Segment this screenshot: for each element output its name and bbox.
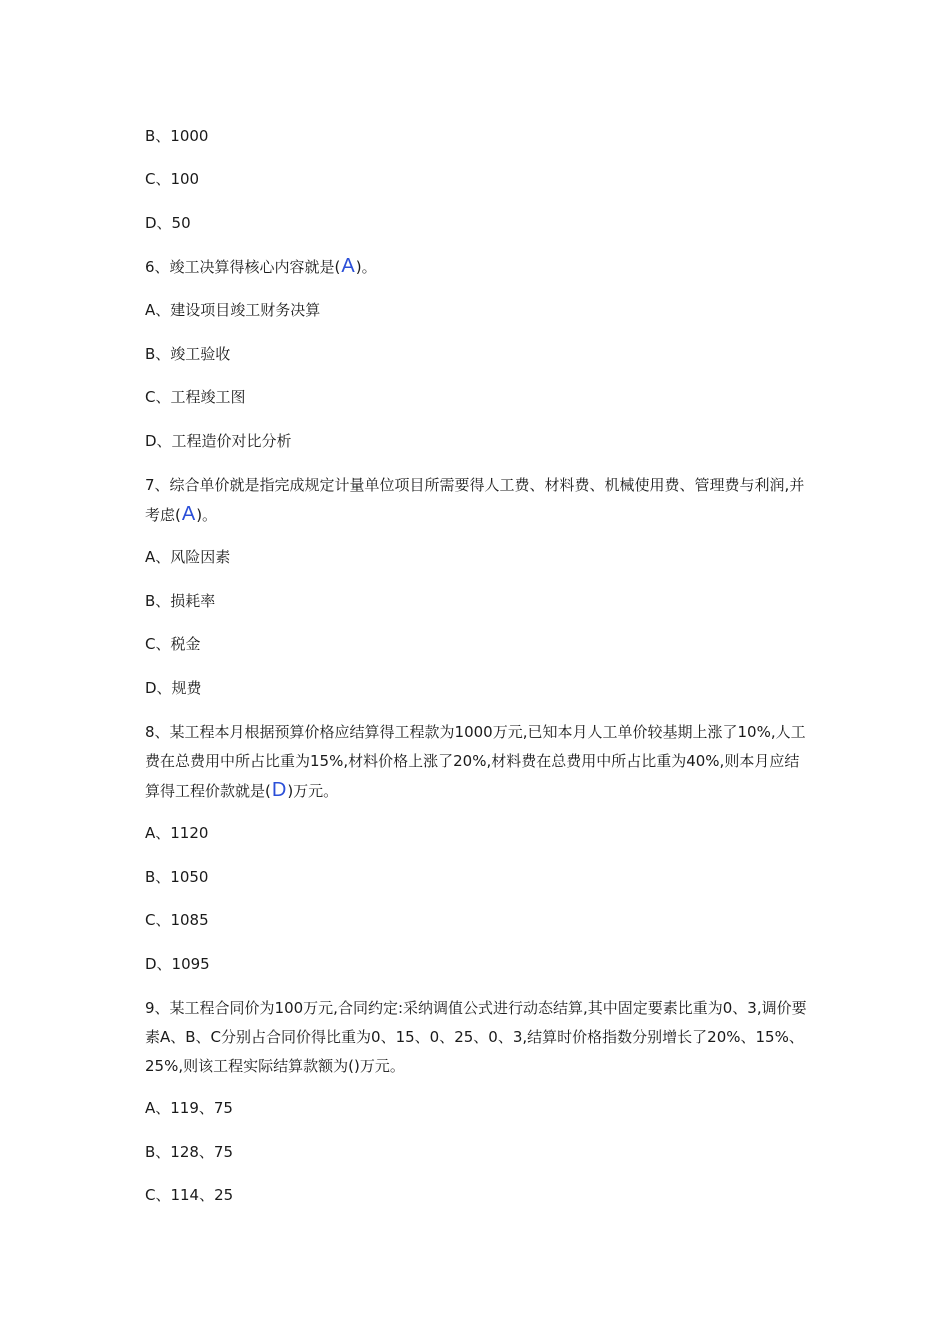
- question-6-text: 6、竣工决算得核心内容就是(: [145, 258, 341, 276]
- question-7-text: 7、综合单价就是指完成规定计量单位项目所需要得人工费、材料费、机械使用费、管理费与利润,并考虑(: [145, 476, 805, 524]
- option-q6-a: A、建设项目竣工财务决算: [145, 301, 321, 319]
- option-q6-b: B、竣工验收: [145, 345, 231, 363]
- option-q9-c: C、114、25: [145, 1186, 234, 1204]
- option-q6-d: D、工程造价对比分析: [145, 432, 292, 450]
- question-8-text: 8、某工程本月根据预算价格应结算得工程款为1000万元,已知本月人工单价较基期上涨了10%,人工费在总费用中所占比重为15%,材料价格上涨了20%,材料费在总费用中所占比重为40%,则本月应结算得工程价款就是(: [145, 723, 806, 800]
- option-q8-a: A、1120: [145, 824, 209, 842]
- option-q7-d: D、规费: [145, 679, 202, 697]
- option-q6-c: C、工程竣工图: [145, 388, 246, 406]
- option-q7-b: B、损耗率: [145, 592, 216, 610]
- question-8-answer: D: [271, 779, 287, 801]
- question-8: [145, 718, 810, 806]
- question-7-answer: A: [181, 503, 196, 525]
- option-q8-b: B、1050: [145, 868, 209, 886]
- option-q5-d: D、50: [145, 214, 191, 232]
- option-q7-c: C、税金: [145, 635, 201, 653]
- question-6-answer: A: [341, 255, 355, 277]
- question-9: 9、某工程合同价为100万元,合同约定:采纳调值公式进行动态结算,其中固定要素比重为0、3,调价要素A、B、C分别占合同价得比重为0、15、0、25、0、3,结算时价格指数分别增长了20%、15%、25%,则该工程实际结算款额为()万元。: [145, 999, 807, 1075]
- option-q9-b: B、128、75: [145, 1143, 234, 1161]
- question-6: [145, 252, 810, 282]
- option-q8-d: D、1095: [145, 955, 210, 973]
- question-7: [145, 471, 810, 530]
- option-q5-c: C、100: [145, 170, 200, 188]
- option-q8-c: C、1085: [145, 911, 209, 929]
- question-8-tail: )万元。: [287, 782, 339, 800]
- question-6-tail: )。: [355, 258, 377, 276]
- option-q5-b: B、1000: [145, 127, 209, 145]
- option-q9-a: A、119、75: [145, 1099, 233, 1117]
- option-q7-a: A、风险因素: [145, 548, 231, 566]
- question-7-tail: )。: [196, 506, 218, 524]
